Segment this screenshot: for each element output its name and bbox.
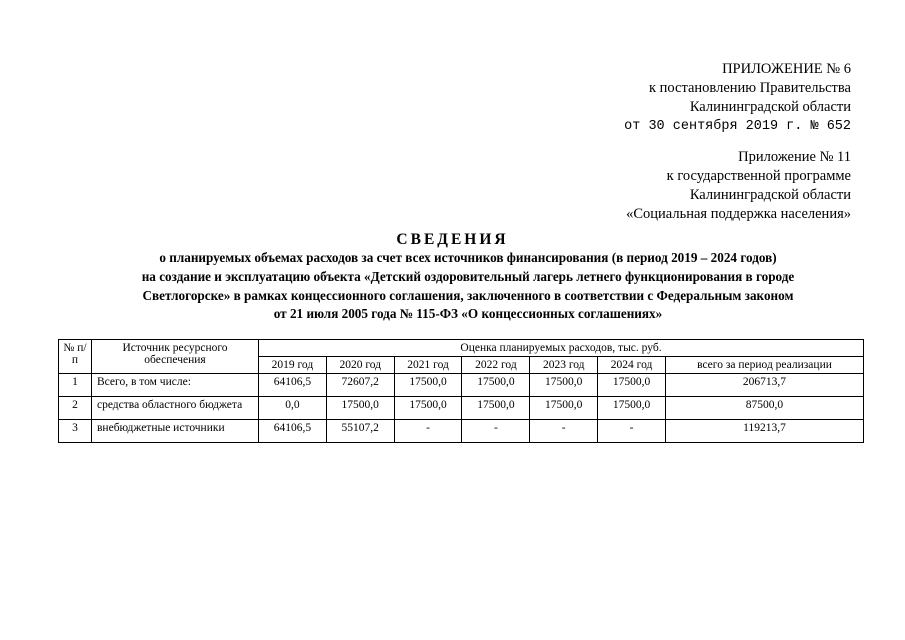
- cell-2020: 55107,2: [326, 420, 394, 443]
- cell-2021: -: [394, 420, 462, 443]
- row-number: 2: [59, 397, 92, 420]
- column-header-source: Источник ресурсного обеспечения: [92, 340, 259, 374]
- row-number: 1: [59, 374, 92, 397]
- document-subtitle: [86, 249, 850, 324]
- document-title: СВЕДЕНИЯ: [396, 231, 509, 248]
- row-number: 3: [59, 420, 92, 443]
- table-row: [59, 420, 864, 443]
- cell-2022: 17500,0: [462, 397, 530, 420]
- cell-2019: 64106,5: [259, 420, 327, 443]
- cell-2020: 17500,0: [326, 397, 394, 420]
- cell-2024: 17500,0: [598, 374, 666, 397]
- subtitle-line: на создание и эксплуатацию объекта «Детский оздоровительный лагерь летнего функционирования в городе: [141, 268, 795, 284]
- column-header-2021: 2021 год: [394, 357, 462, 374]
- cell-2019: 0,0: [259, 397, 327, 420]
- cell-2023: 17500,0: [530, 397, 598, 420]
- appendix-11-line-3: Калининградской области: [689, 187, 851, 203]
- appendix-6-line-2: к постановлению Правительства: [649, 80, 851, 96]
- cell-total: 87500,0: [665, 397, 863, 420]
- cell-2024: 17500,0: [598, 397, 666, 420]
- subtitle-line: от 21 июля 2005 года № 115-ФЗ «О концессионных соглашениях»: [273, 306, 663, 322]
- appendix-11-program-name: «Социальная поддержка населения»: [626, 206, 851, 222]
- cell-2024: -: [598, 420, 666, 443]
- cell-2023: 17500,0: [530, 374, 598, 397]
- cell-2021: 17500,0: [394, 397, 462, 420]
- appendix-6-date-number: от 30 сентября 2019 г. № 652: [624, 119, 851, 134]
- row-source: Всего, в том числе:: [92, 374, 259, 397]
- appendix-11-header: [626, 148, 851, 224]
- appendix-6-header: [624, 60, 851, 136]
- column-header-2020: 2020 год: [326, 357, 394, 374]
- cell-2021: 17500,0: [394, 374, 462, 397]
- cell-total: 206713,7: [665, 374, 863, 397]
- column-header-total: всего за период реализации: [665, 357, 863, 374]
- appendix-6-line-3: Калининградской области: [689, 99, 851, 115]
- subtitle-line: Светлогорске» в рамках концессионного соглашения, заключенного в соответствии с Федеральным законом: [142, 287, 794, 303]
- row-source: внебюджетные источники: [92, 420, 259, 443]
- column-header-2023: 2023 год: [530, 357, 598, 374]
- column-header-estimate: Оценка планируемых расходов, тыс. руб.: [259, 340, 864, 357]
- cell-2020: 72607,2: [326, 374, 394, 397]
- table-row: [59, 374, 864, 397]
- table-row: [59, 397, 864, 420]
- expenses-table: [58, 339, 864, 443]
- appendix-11-line-2: к государственной программе: [666, 168, 851, 184]
- appendix-6-title: ПРИЛОЖЕНИЕ № 6: [722, 61, 851, 77]
- subtitle-line: о планируемых объемах расходов за счет всех источников финансирования (в период 2019 – 2024 годов): [159, 250, 777, 265]
- table-header-row: [59, 340, 864, 357]
- cell-2022: -: [462, 420, 530, 443]
- column-header-2022: 2022 год: [462, 357, 530, 374]
- cell-2022: 17500,0: [462, 374, 530, 397]
- cell-2019: 64106,5: [259, 374, 327, 397]
- column-header-2024: 2024 год: [598, 357, 666, 374]
- appendix-11-title: Приложение № 11: [738, 149, 851, 165]
- column-header-2019: 2019 год: [259, 357, 327, 374]
- column-header-number: № п/п: [59, 340, 92, 374]
- cell-2023: -: [530, 420, 598, 443]
- cell-total: 119213,7: [665, 420, 863, 443]
- row-source: средства областного бюджета: [92, 397, 259, 420]
